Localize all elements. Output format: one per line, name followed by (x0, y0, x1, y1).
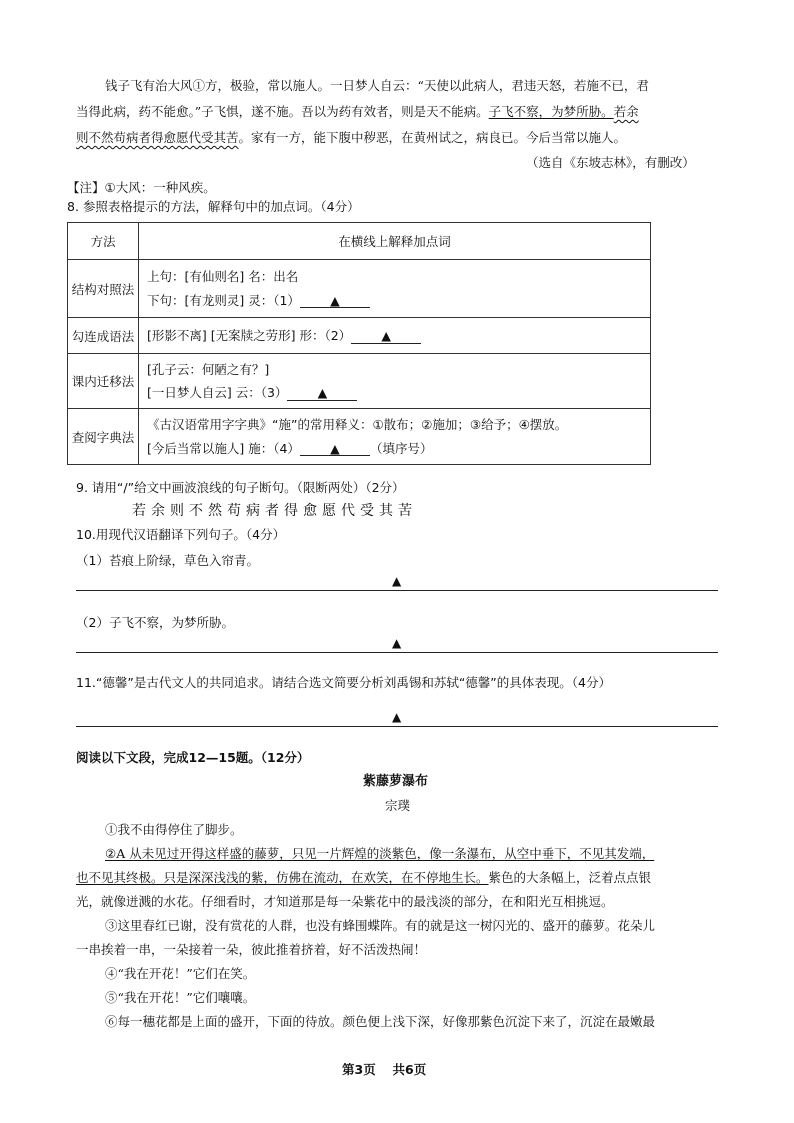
table-row (68, 409, 651, 465)
triangle-marker-icon: ▲ (392, 574, 402, 588)
reading-title: 紫藤萝瀑布 (363, 774, 429, 789)
q9-sentence: 若余则不然苟病者得愈愿代受其苦 (132, 503, 417, 519)
method-cell: 查阅字典法 (68, 409, 139, 465)
underlined-sentence-a: 也不见其终极。只是深深浅浅的紫，仿佛在流动，在欢笑，在不停地生长。 (76, 870, 489, 885)
reading-p3-line2: 一串挨着一串，一朵接着一朵，彼此推着挤着，好不活泼热闹！ (76, 942, 427, 957)
method-cell: 结构对照法 (68, 260, 139, 318)
reading-p2-line1: ②A 从未见过开得这样盛的藤萝，只见一片辉煌的淡紫色，像一条瀑布，从空中垂下，不见其发端， (105, 846, 655, 861)
passage-note: 【注】①大风：一种风疾。 (67, 180, 216, 195)
triangle-marker-icon: ▲ (392, 710, 402, 724)
reading-instruction: 阅读以下文段，完成12—15题。（12分） (76, 750, 310, 765)
q10-prompt: 10.用现代汉语翻译下列句子。（4分） (76, 527, 286, 542)
row1-line1: 上句：[有仙则名] 名：出名 (147, 269, 299, 285)
reading-p4: ④“我在开花！”它们在笑。 (105, 966, 256, 981)
method-cell: 勾连成语法 (68, 318, 139, 354)
answer-line-q10-2[interactable] (76, 652, 718, 653)
q11-prompt: 11.“德馨”是古代文人的共同追求。请结合选文简要分析刘禹锡和苏轼“德馨”的具体表现。（4分） (76, 675, 611, 690)
answer-blank-1[interactable] (300, 294, 370, 309)
triangle-marker-icon: ▲ (317, 385, 328, 400)
answer-blank-4[interactable] (300, 442, 370, 457)
q10-item-1: （1）苔痕上阶绿，草色入帘青。 (76, 553, 259, 568)
passage-line-2-plain: 当得此病，药不能愈。”子飞惧，遂不施。吾以为药有效者，则是天不能病。 (76, 104, 489, 119)
row3-line1: [孔子云：何陋之有？] (147, 361, 270, 377)
answer-line-q10-1[interactable] (76, 590, 718, 591)
triangle-marker-icon: ▲ (392, 636, 402, 650)
passage-line-3 (76, 130, 626, 145)
underlined-sentence: 子飞不察，为梦所胁。 (488, 104, 614, 119)
passage-line-3-plain: 。家有一方，能下腹中秽恶，在黄州试之，病良已。今后当常以施人。 (238, 130, 627, 145)
wavy-sentence-start: 若余 (613, 104, 639, 119)
row1-line2: 下句：[有龙则灵] 灵：（1） ▲ (147, 289, 642, 312)
triangle-marker-icon: ▲ (330, 440, 340, 456)
q9-prompt: 9. 请用“/”给文中画波浪线的句子断句。（限断两处）（2分） (76, 480, 405, 495)
table-row (68, 354, 651, 409)
table-row (68, 260, 651, 318)
passage-line-1: 钱子飞有治大风①方，极验，常以施人。一日梦人自云：“天使以此病人，君违天怒，若施不已，君 (105, 78, 649, 93)
reading-p2-line2: 也不见其终极。只是深深浅浅的紫，仿佛在流动，在欢笑，在不停地生长。紫色的大条幅上，泛着点点银 (76, 870, 652, 885)
reading-p5: ⑤“我在开花！”它们嚷嚷。 (105, 990, 256, 1005)
passage-source: （选自《东坡志林》，有删改） (526, 155, 695, 170)
answer-line-q11[interactable] (76, 726, 718, 727)
answer-blank-3[interactable] (287, 386, 357, 401)
wavy-sentence-end: 则不然苟病者得愈愿代受其苦 (76, 130, 239, 145)
reading-p1: ①我不由得停住了脚步。 (105, 822, 243, 837)
row4-line1: 《古汉语常用字字典》“施”的常用释义：①散布；②施加；③给予；④摆放。 (147, 417, 568, 433)
reading-p6: ⑥每一穗花都是上面的盛开，下面的待放。颜色便上浅下深，好像那紫色沉淀下来了，沉淀在最嫩最 (105, 1014, 656, 1029)
answer-blank-2[interactable] (351, 329, 421, 344)
q10-item-2: （2）子飞不察，为梦所胁。 (76, 615, 234, 630)
table-header-method: 方法 (68, 223, 139, 260)
table-header-task: 在横线上解释加点词 (139, 223, 651, 260)
table-row (68, 318, 651, 354)
method-cell: 课内迁移法 (68, 354, 139, 409)
passage-line-2 (76, 104, 639, 119)
row2-line1: [形影不离] [无案牍之劳形] 形：（2） ▲ (147, 324, 642, 347)
reading-author: 宗璞 (385, 798, 411, 813)
row3-line2: [一日梦人自云] 云：（3） ▲ (147, 381, 642, 404)
q8-table (67, 222, 651, 465)
triangle-marker-icon: ▲ (381, 327, 391, 343)
reading-p3-line1: ③这里春红已谢，没有赏花的人群，也没有蜂围蝶阵。有的就是这一树闪光的、盛开的藤萝。花朵儿 (105, 918, 656, 933)
page-footer: 第3页 共6页 (342, 1062, 427, 1077)
reading-p2-line3: 光，就像迸溅的水花。仔细看时，才知道那是每一朵紫花中的最浅淡的部分，在和阳光互相挑逗。 (76, 894, 614, 909)
q8-prompt: 8. 参照表格提示的方法，解释句中的加点词。（4分） (67, 199, 360, 214)
triangle-marker-icon: ▲ (330, 292, 340, 308)
row4-line2: [今后当常以施人] 施：（4） ▲ （填序号） (147, 440, 433, 456)
